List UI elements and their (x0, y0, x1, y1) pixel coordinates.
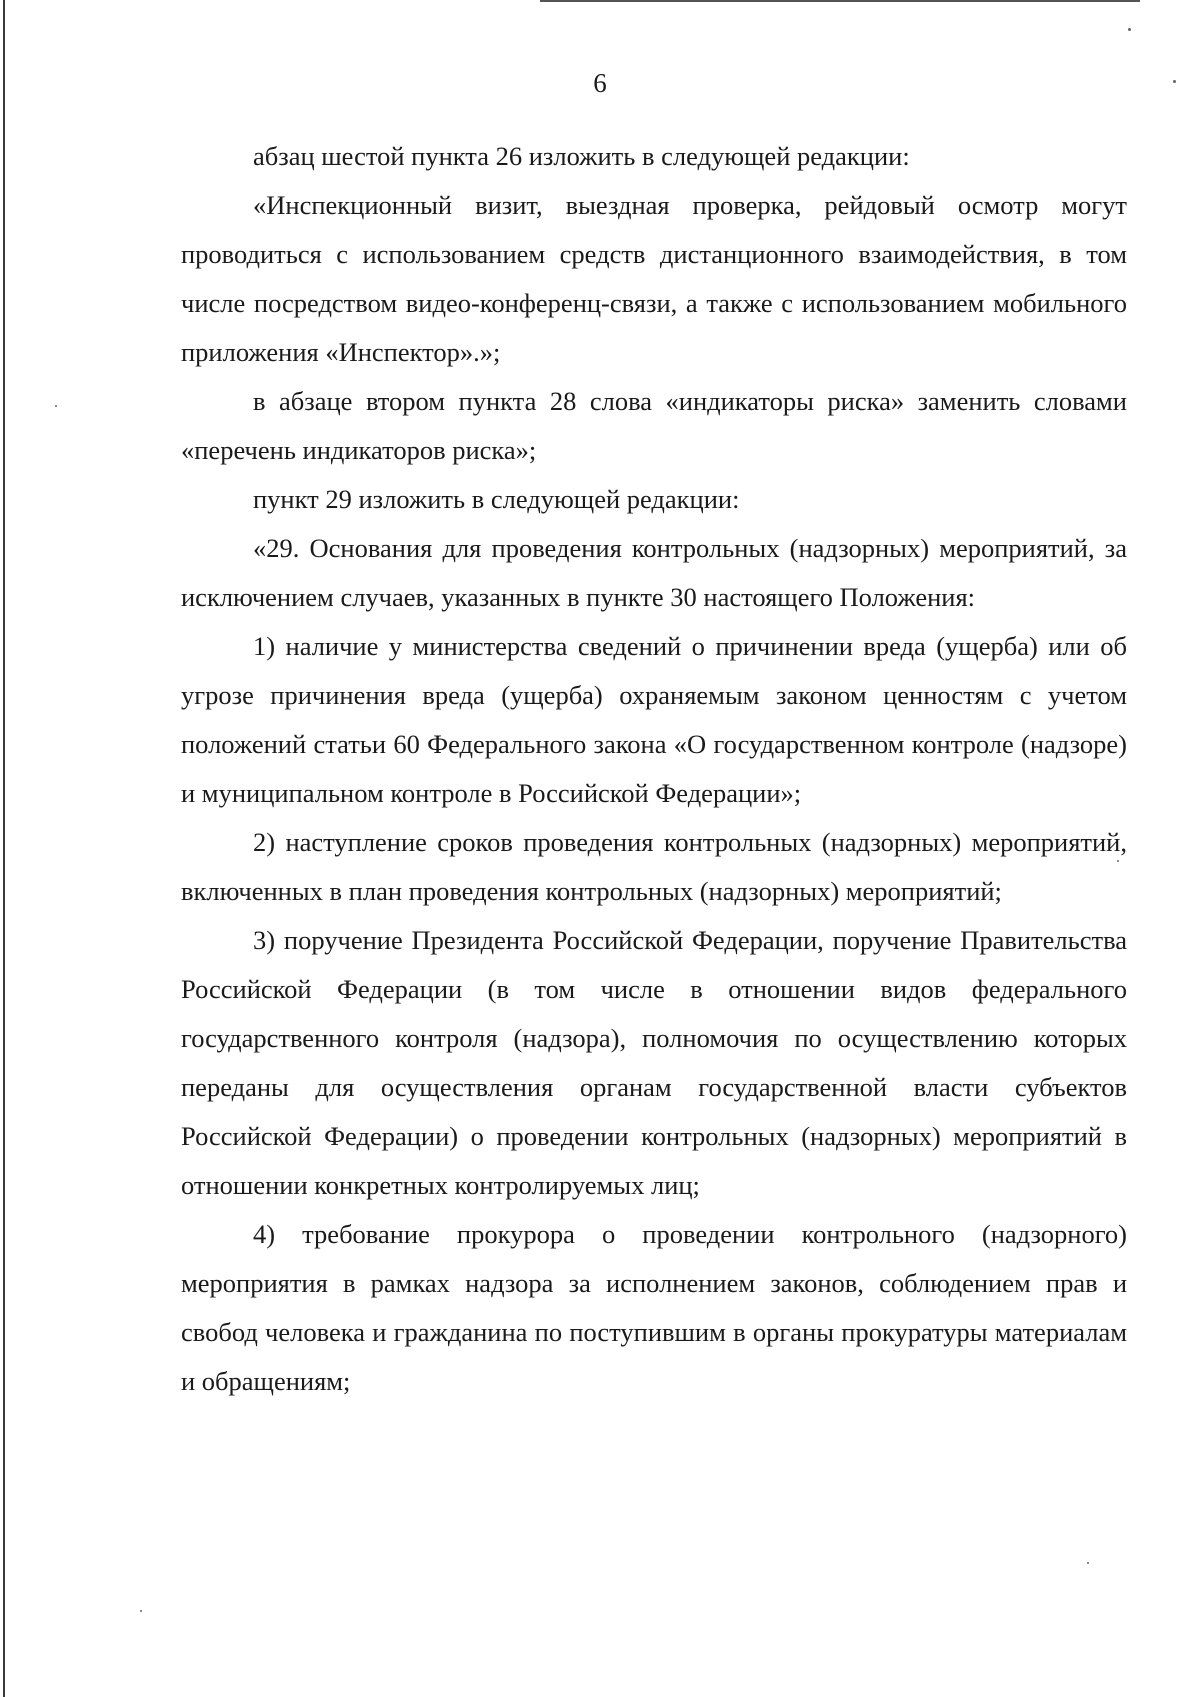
page-number: 6 (593, 68, 607, 98)
paragraph: пункт 29 изложить в следующей редакции: (253, 484, 740, 514)
scan-speck (1087, 1562, 1089, 1564)
scan-speck (1128, 28, 1131, 31)
paragraph: в абзаце втором пункта 28 слова «индикаторы риска» заменить словами «перечень индикаторов риска»; (181, 386, 1127, 465)
paragraph: «29. Основания для проведения контрольных (надзорных) мероприятий, за исключением случаев, указанных в пункте 30 настоящего Положения: (181, 533, 1127, 612)
paragraph: «Инспекционный визит, выездная проверка, рейдовый осмотр могут проводиться с использованием средств дистанционного взаимодействия, в том числе посредством видео-конференц-связи, а также с использованием мобильного приложения «Инспектор».»; (181, 190, 1127, 367)
scan-speck (55, 405, 57, 407)
scan-left-edge (3, 0, 5, 1697)
paragraph: абзац шестой пункта 26 изложить в следующей редакции: (253, 141, 910, 171)
scan-top-edge (540, 0, 1140, 2)
paragraph: 2) наступление сроков проведения контрольных (надзорных) мероприятий, включенных в план проведения контрольных (надзорных) мероприятий; (181, 827, 1127, 906)
scan-speck (140, 1610, 142, 1612)
document-body (181, 132, 1127, 1406)
paragraph: 1) наличие у министерства сведений о причинении вреда (ущерба) или об угрозе причинения вреда (ущерба) охраняемым законом ценностям с учетом положений статьи 60 Федерального закона «О государственном контроле (надзоре) и муниципальном контроле в Российской Федерации»; (181, 631, 1127, 808)
paragraph: 4) требование прокурора о проведении контрольного (надзорного) мероприятия в рамках надзора за исполнением законов, соблюдением прав и свобод человека и гражданина по поступившим в органы прокуратуры материалам и обращениям; (181, 1219, 1127, 1396)
paragraph: 3) поручение Президента Российской Федерации, поручение Правительства Российской Федерации (в том числе в отношении видов федерального государственного контроля (надзора), полномочия по осуществлению которых переданы для осуществления органам государственной власти субъектов Российской Федерации) о проведении контрольных (надзорных) мероприятий в отношении конкретных контролируемых лиц; (181, 925, 1127, 1200)
